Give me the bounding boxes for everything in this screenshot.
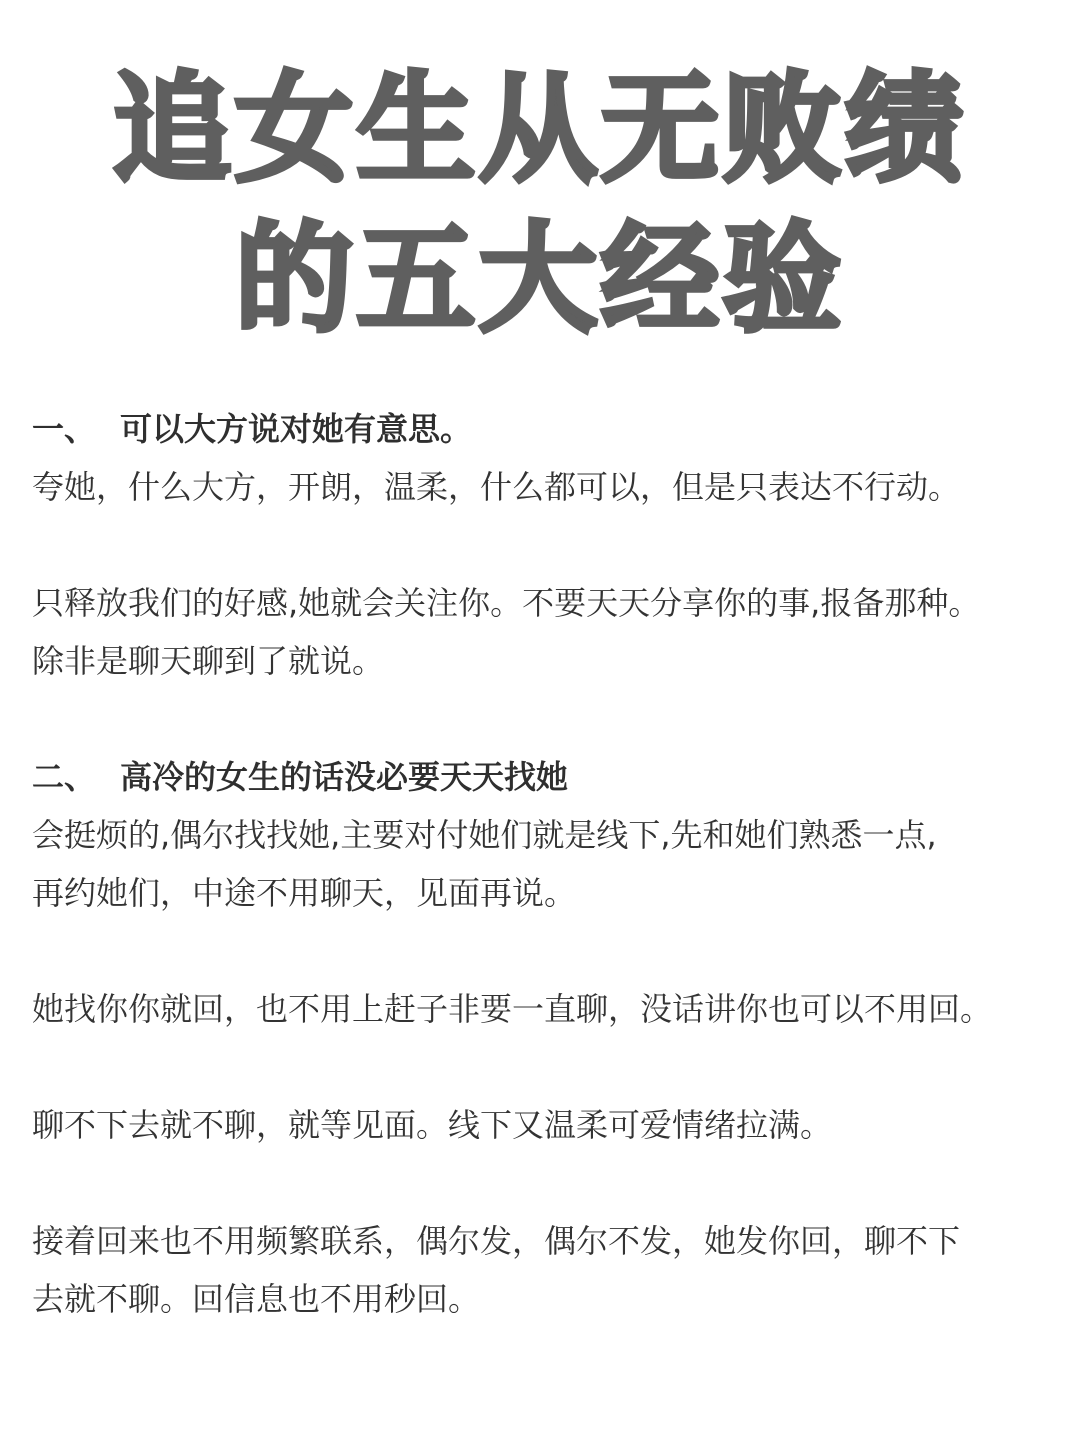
section-1-heading-text: 可以大方说对她有意思。 [120,410,473,448]
paragraph-gap [32,1038,1062,1096]
section-1-heading [32,400,1062,458]
section-2-paragraph-4-line-2: 去就不聊。回信息也不用秒回。 [32,1280,481,1318]
title-line-2: 的五大经验 [234,210,845,348]
title-line-1: 追女生从无败绩 [112,60,967,198]
section-2-number: 二、 [32,758,97,796]
section-2-paragraph-1-line-2: 再约她们，中途不用聊天，见面再说。 [32,874,577,912]
section-2-paragraph-3-line-1: 聊不下去就不聊，就等见面。线下又温柔可爱情绪拉满。 [32,1106,833,1144]
paragraph-gap [32,690,1062,748]
section-2-paragraph-4-line-1: 接着回来也不用频繁联系，偶尔发，偶尔不发，她发你回，聊不下 [32,1222,961,1260]
paragraph-gap [32,922,1062,980]
section-1-number: 一、 [32,410,97,448]
section-1-paragraph-2-line-2: 除非是聊天聊到了就说。 [32,642,385,680]
section-2-heading [32,748,1062,806]
section-2-paragraph-1-line-1: 会挺烦的,偶尔找找她,主要对付她们就是线下,先和她们熟悉一点, [32,816,937,854]
paragraph-gap [32,1154,1062,1212]
section-1-paragraph-2-line-1: 只释放我们的好感,她就会关注你。不要天天分享你的事,报备那种。 [32,584,981,622]
article-body [32,400,1062,1328]
section-2-heading-text: 高冷的女生的话没必要天天找她 [120,758,569,796]
section-2-paragraph-2-line-1: 她找你你就回，也不用上赶子非要一直聊，没话讲你也可以不用回。 [32,990,993,1028]
section-1-paragraph-1-line-1: 夸她，什么大方，开朗，温柔，什么都可以，但是只表达不行动。 [32,468,961,506]
paragraph-gap [32,516,1062,574]
